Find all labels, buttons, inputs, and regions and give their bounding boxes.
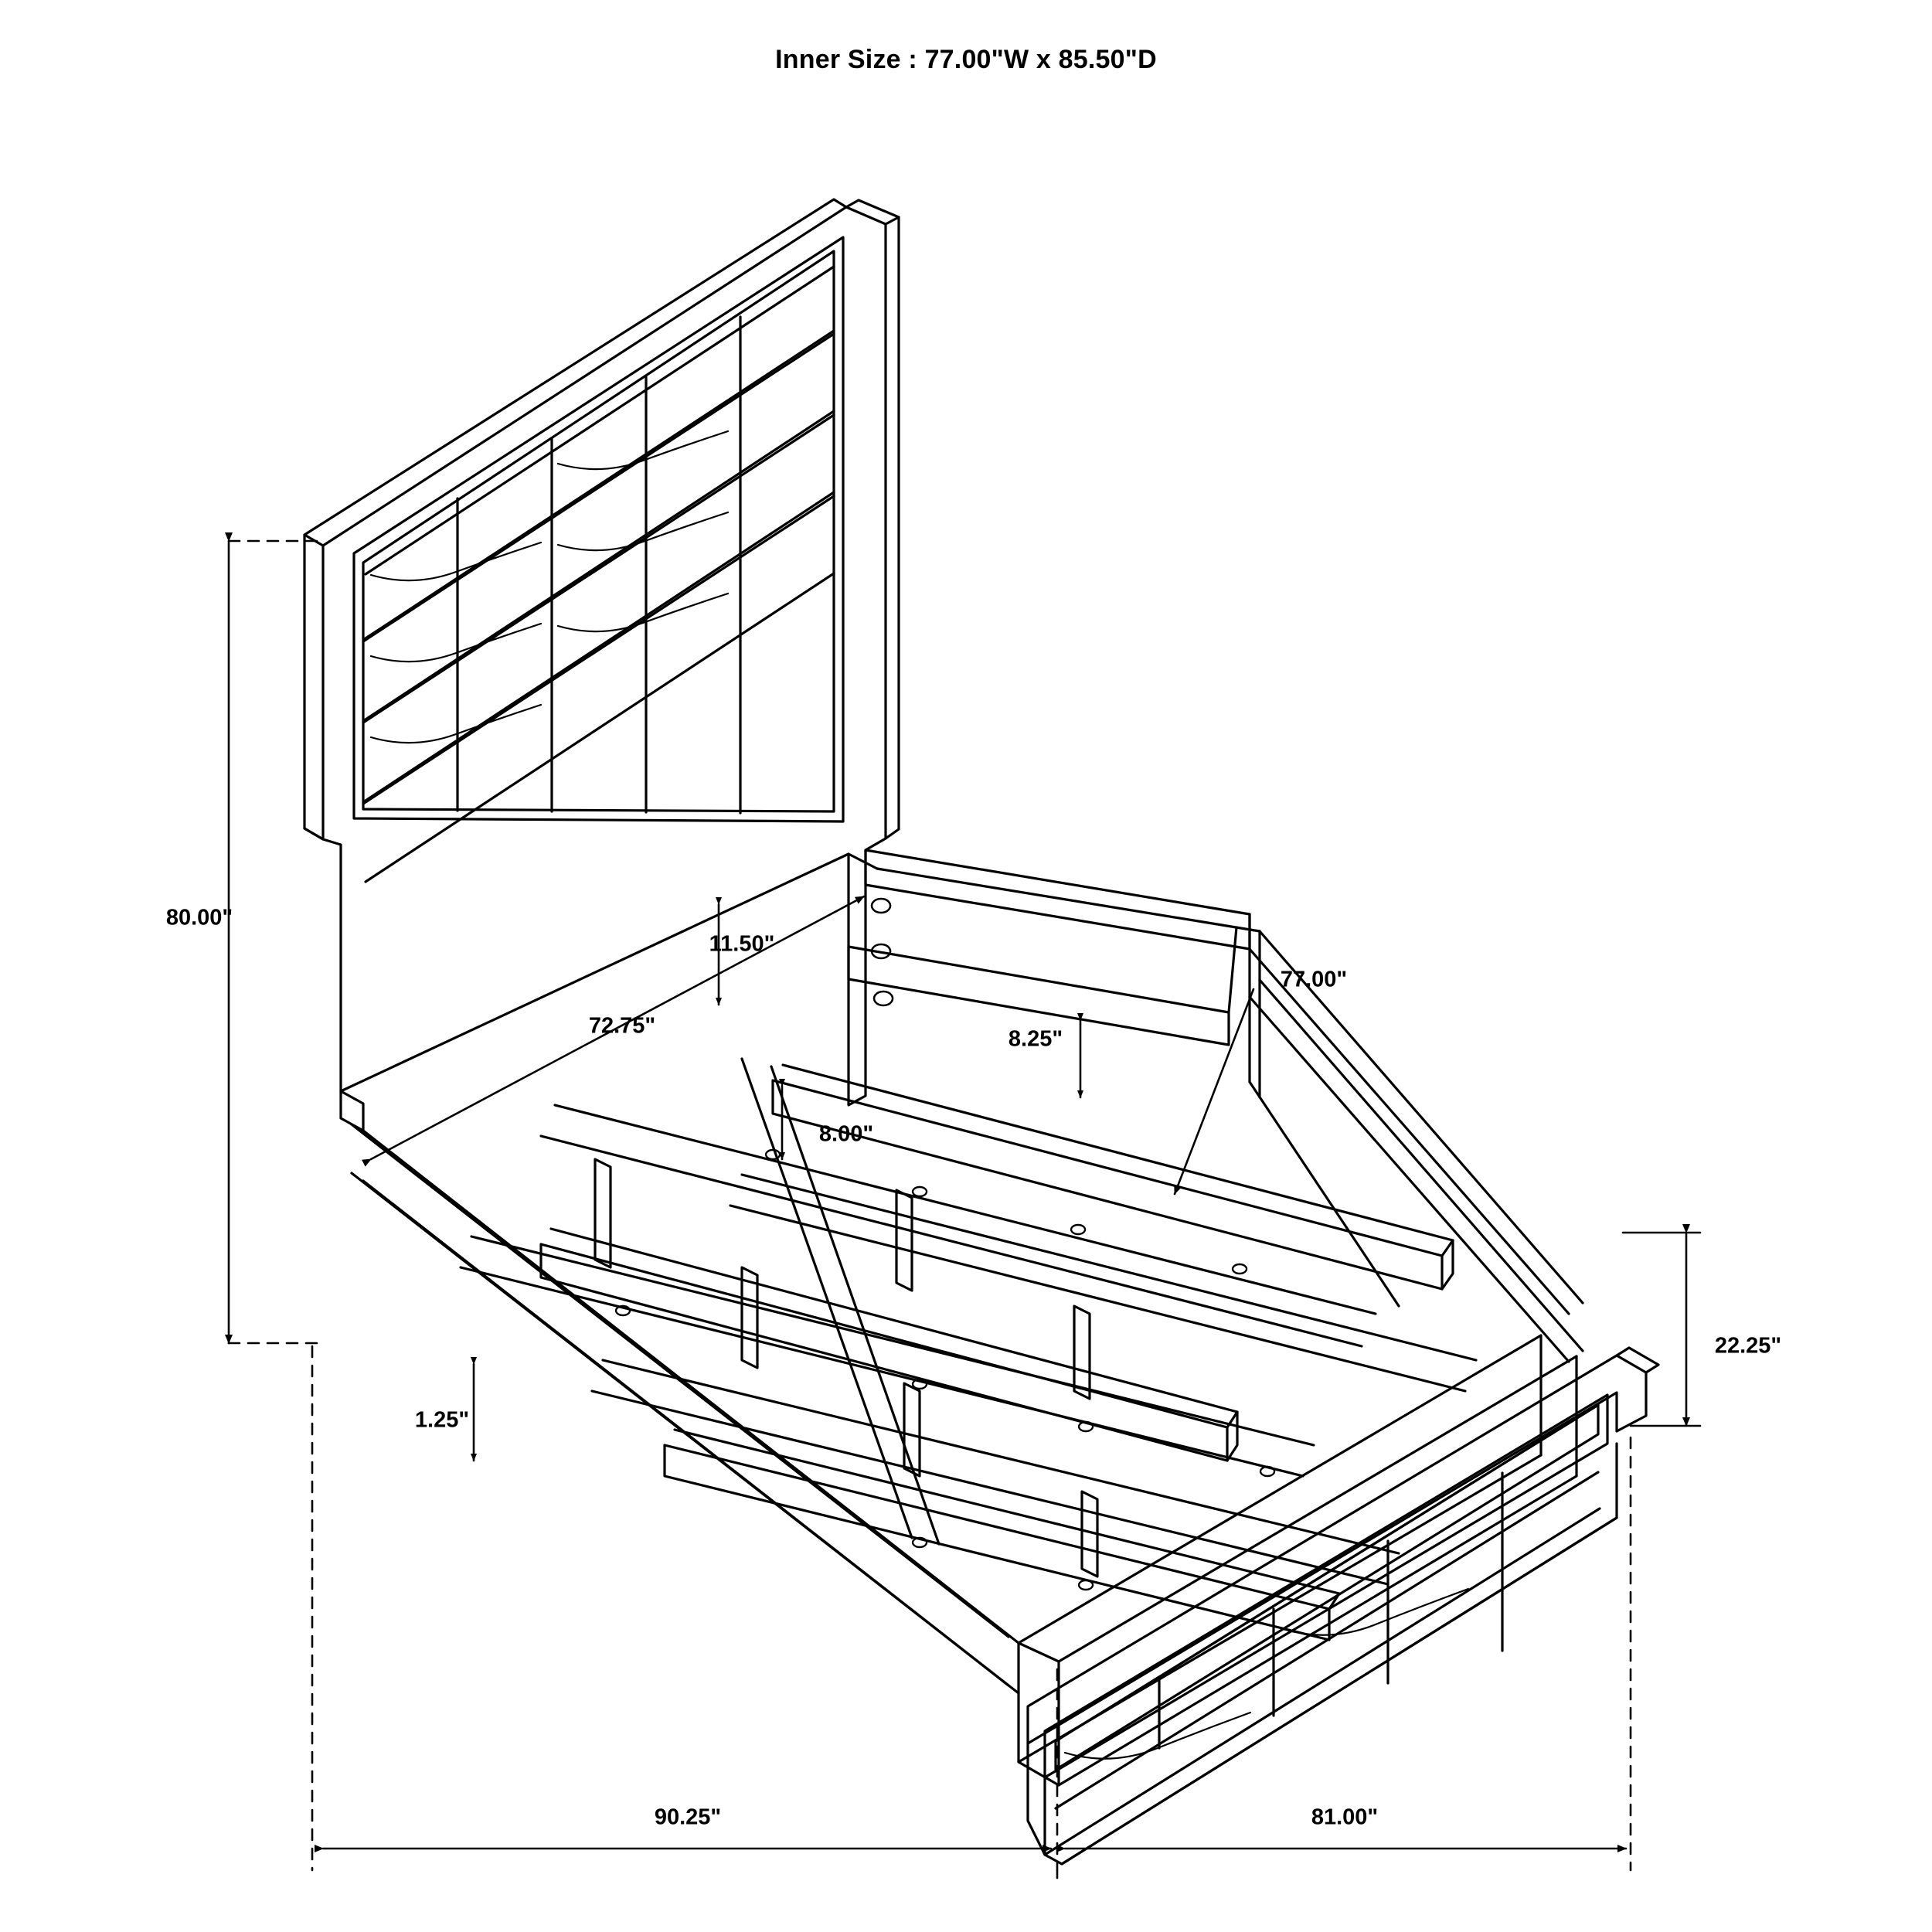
page-title: Inner Size : 77.00"W x 85.50"D <box>775 45 1157 74</box>
dimension-label-headboard-panel-width: 72.75" <box>588 1013 656 1039</box>
dimension-label-overall-length: 90.25" <box>654 1804 722 1830</box>
headboard <box>304 199 899 1131</box>
dimension-label-footboard-height: 22.25" <box>1714 1333 1782 1359</box>
dimension-label-overall-width: 81.00" <box>1311 1804 1379 1830</box>
footboard <box>1019 1335 1658 1864</box>
dimension-label-headboard-rail-gap: 11.50" <box>709 931 775 957</box>
dimension-label-interior-width: 77.00" <box>1280 967 1348 992</box>
dimension-label-rail-thickness: 1.25" <box>414 1407 470 1433</box>
dimension-label-side-rail-height: 8.25" <box>1008 1026 1063 1052</box>
dimension-label-center-support-height: 8.00" <box>818 1121 874 1147</box>
dimension-label-headboard-height: 80.00" <box>165 905 233 930</box>
